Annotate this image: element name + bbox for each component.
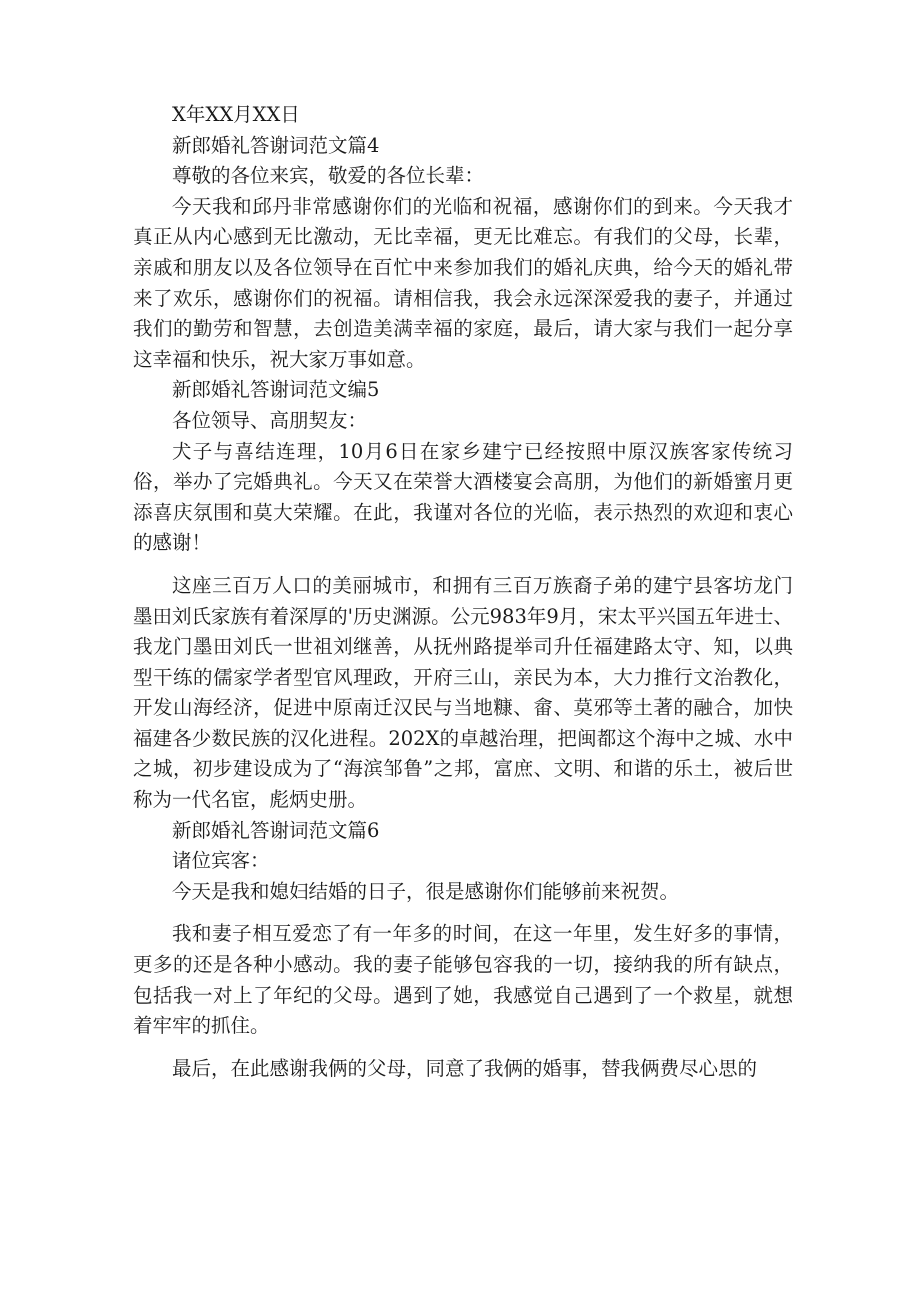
paragraph-5-2: 这座三百万人口的美丽城市，和拥有三百万族裔子弟的建宁县客坊龙门墨田刘氏家族有着深厚的'历史渊源。公元983年9月，宋太平兴国五年进士、我龙门墨田刘氏一世祖刘继善，从抚州路提举司升任福建路太守、知，以典型干练的儒家学者型官风理政，开府三山，亲民为本，大力推行文治教化，开发山海经济，促进中原南迁汉民与当地糠、畲、莫邪等土著的融合，加快福建各少数民族的汉化进程。202X的卓越治理，把闽都这个海中之城、水中之城，初步建设成为了“海滨邹鲁”之邦，富庶、文明、和谐的乐土，被后世称为一代名宦，彪炳史册。 (133, 573, 793, 812)
section-heading-4: 新郎婚礼答谢词范文篇4 (172, 133, 380, 157)
paragraph-6-1: 今天是我和媳妇结婚的日子，很是感谢你们能够前来祝贺。 (172, 879, 680, 903)
paragraph-6-3: 最后，在此感谢我俩的父母，同意了我俩的婚事，替我俩费尽心思的 (172, 1056, 758, 1080)
section-heading-6: 新郎婚礼答谢词范文篇6 (172, 818, 380, 842)
paragraph-4-1: 今天我和邱丹非常感谢你们的光临和祝福，感谢你们的到来。今天我才真正从内心感到无比激动，无比幸福，更无比难忘。有我们的父母，长辈，亲戚和朋友以及各位领导在百忙中来参加我们的婚礼庆典，给今天的婚礼带来了欢乐，感谢你们的祝福。请相信我，我会永远深深爱我的妻子，并通过我们的勤劳和智慧，去创造美满幸福的家庭，最后，请大家与我们一起分享这幸福和快乐，祝大家万事如意。 (133, 194, 793, 371)
document-page (133, 100, 793, 1084)
salutation-4: 尊敬的各位来宾，敬爱的各位长辈： (172, 164, 485, 188)
paragraph-5-1: 犬子与喜结连理，10月6日在家乡建宁已经按照中原汉族客家传统习俗，举办了完婚典礼。今天又在荣誉大酒楼宴会高朋，为他们的新婚蜜月更添喜庆氛围和莫大荣耀。在此，我谨对各位的光临，表示热烈的欢迎和衷心的感谢！ (133, 439, 793, 555)
salutation-6: 诸位宾客： (172, 849, 270, 873)
section-heading-5: 新郎婚礼答谢词范文编5 (172, 378, 380, 402)
salutation-5: 各位领导、高朋契友： (172, 408, 368, 432)
date-line: X年XX月XX日 (172, 103, 300, 126)
paragraph-6-2: 我和妻子相互爱恋了有一年多的时间，在这一年里，发生好多的事情，更多的还是各种小感动。我的妻子能够包容我的一切，接纳我的所有缺点，包括我一对上了年纪的父母。遇到了她，我感觉自己遇到了一个救星，就想着牢牢的抓住。 (133, 922, 793, 1038)
